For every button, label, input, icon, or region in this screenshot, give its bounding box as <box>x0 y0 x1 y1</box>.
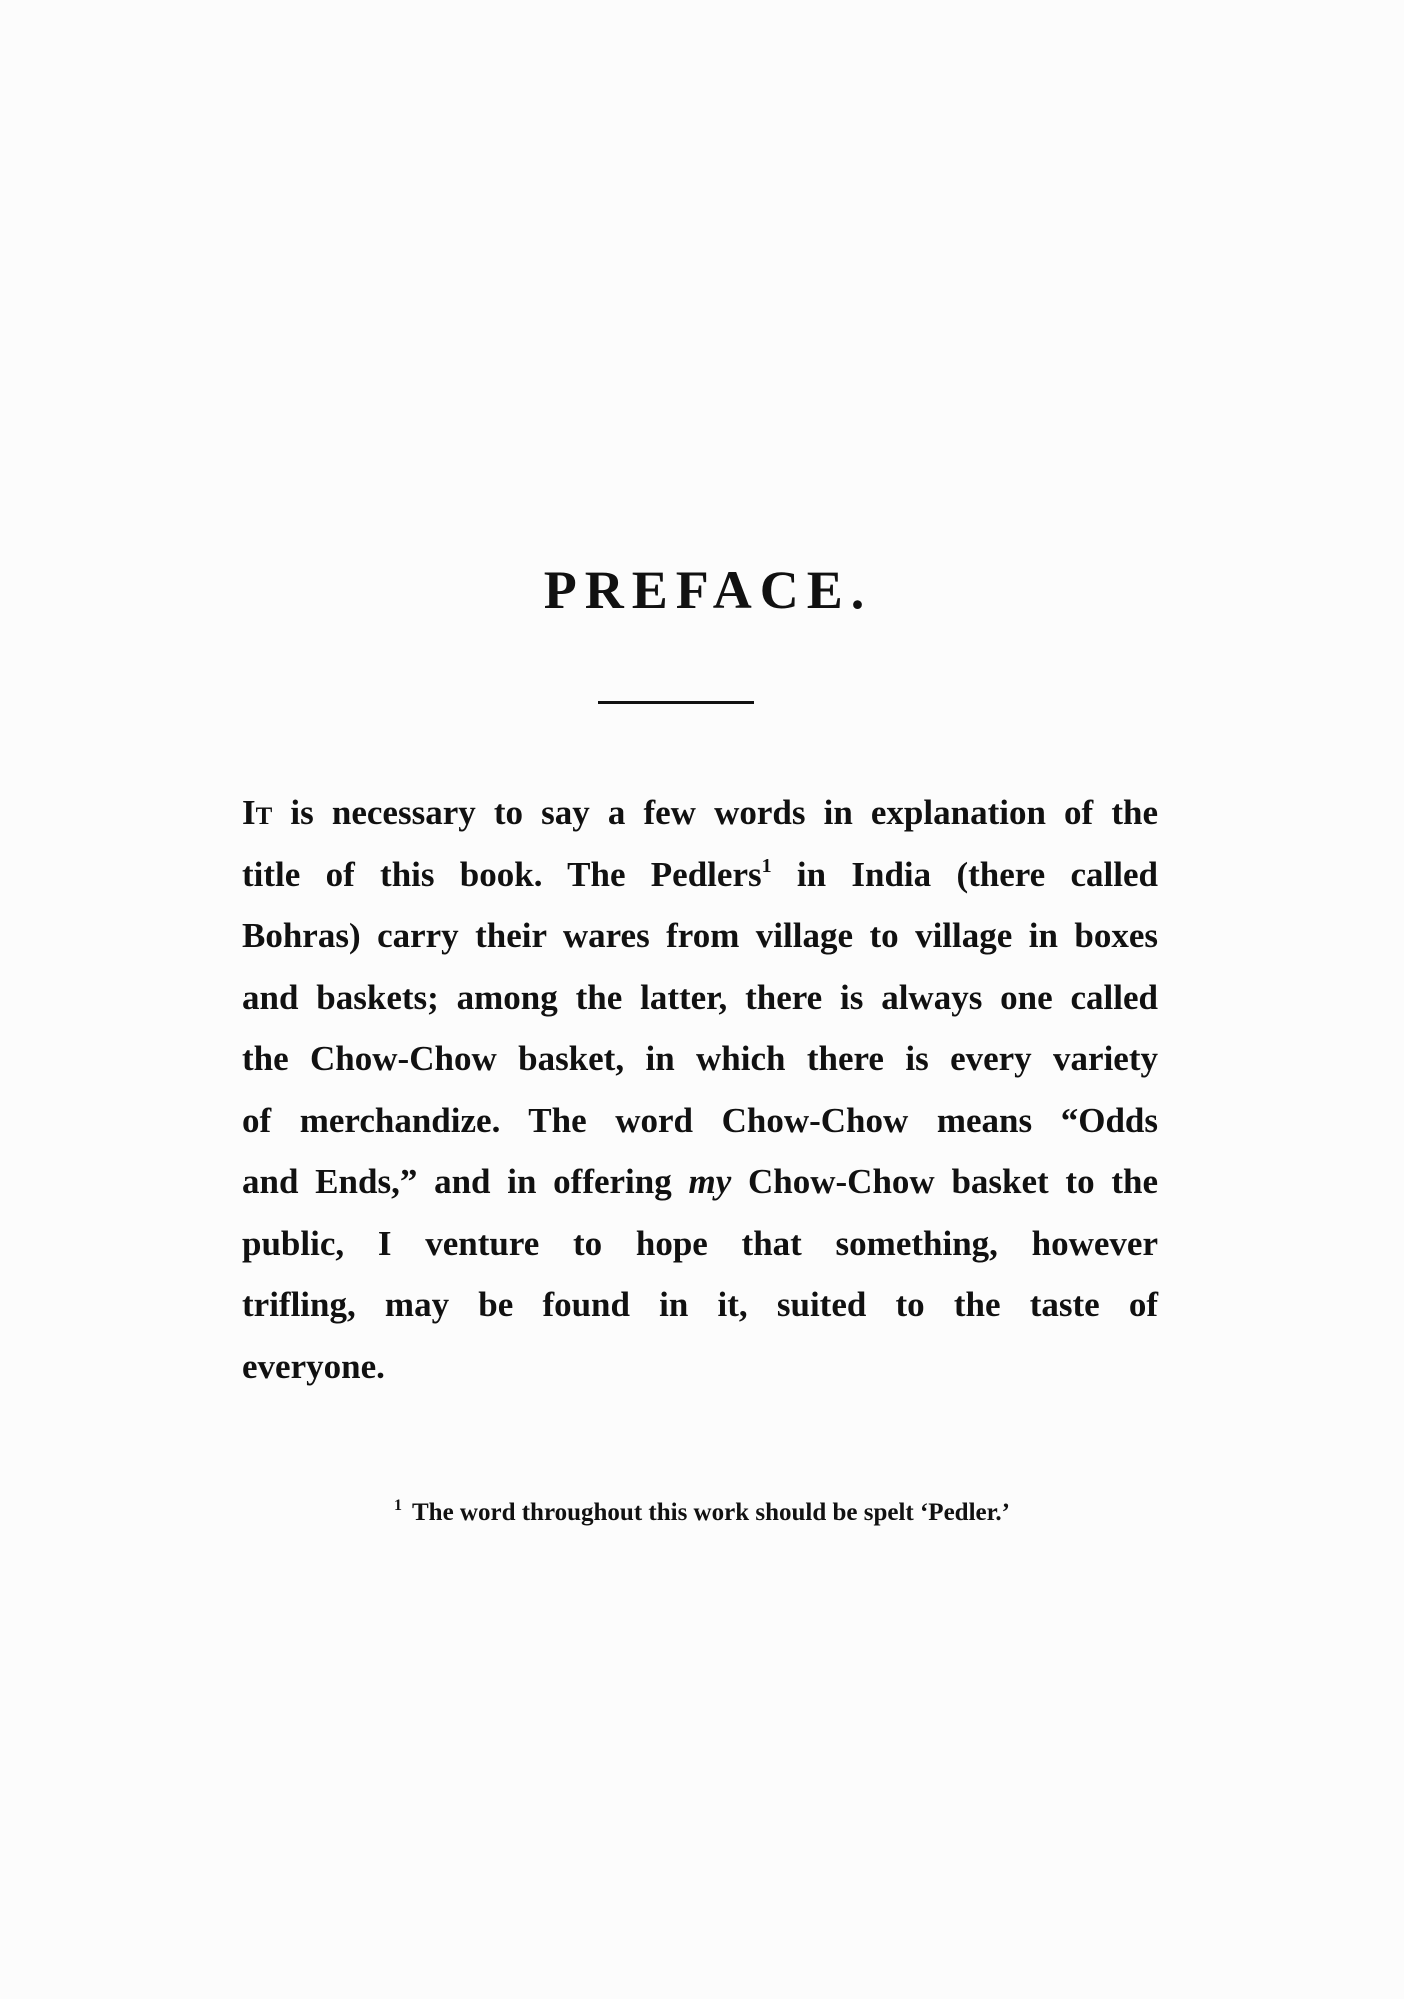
paragraph-line-10: everyone. <box>242 1346 385 1386</box>
footnote-reference: 1 <box>761 854 772 877</box>
paragraph-line-4: and baskets; among the latter, there is always one called <box>242 977 1158 1017</box>
paragraph-line-9: trifling, may be found in it, suited to the taste of <box>242 1285 1158 1324</box>
footnote-marker: 1 <box>394 1497 402 1514</box>
footnote <box>0 1490 1404 1529</box>
paragraph-line-8: public, I venture to hope that something, however <box>242 1223 1158 1263</box>
paragraph-line-5: the Chow-Chow basket, in which there is every variety <box>242 1039 1158 1078</box>
first-word: It <box>242 793 273 832</box>
paragraph-line-3: Bohras) carry their wares from village to village in boxes <box>242 916 1158 955</box>
paragraph-line-7 <box>242 1151 1158 1213</box>
line-text: is necessary to say a few words in explanation of the <box>272 793 1158 832</box>
line-text: title of this book. The Pedlers <box>242 854 762 894</box>
page-title: PREFACE. <box>543 560 873 620</box>
line-text: in India (there called <box>771 854 1158 894</box>
italic-word: my <box>688 1162 732 1201</box>
paragraph-line-2 <box>242 844 1158 906</box>
title-rule <box>598 701 754 704</box>
preface-paragraph <box>242 782 1158 1397</box>
footnote-text: The word throughout this work should be spelt ‘Pedler.’ <box>412 1499 1010 1526</box>
line-text: and Ends,” and in offering <box>242 1162 689 1201</box>
paragraph-line-1 <box>242 782 1158 844</box>
paragraph-line-6: of merchandize. The word Chow-Chow means “Odds <box>242 1100 1158 1140</box>
line-text: Chow-Chow basket to the <box>731 1162 1158 1201</box>
